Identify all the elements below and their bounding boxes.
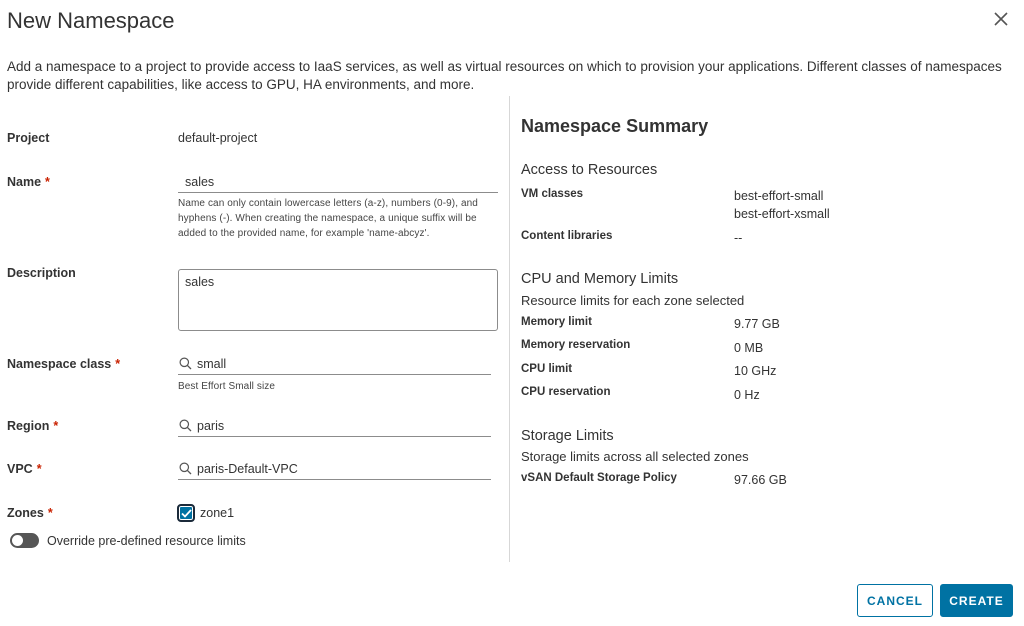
cpu-reservation-value: 0 Hz [734,388,760,402]
required-marker: * [47,506,53,520]
vm-class-item: best-effort-small [734,189,824,203]
vpc-input[interactable] [197,462,477,476]
namespace-class-input[interactable] [197,357,477,371]
description-textarea[interactable] [178,269,498,331]
content-libraries-label: Content libraries [521,230,613,242]
required-marker: * [45,175,50,189]
create-button[interactable]: CREATE [940,584,1013,617]
cpu-memory-heading: CPU and Memory Limits [521,271,679,287]
storage-heading: Storage Limits [521,428,614,444]
region-search[interactable] [178,415,491,437]
memory-limit-label: Memory limit [521,316,592,328]
check-icon [181,509,192,518]
namespace-class-search[interactable] [178,353,491,375]
search-icon [179,357,193,371]
region-label: Region * [7,419,59,433]
toggle-knob [12,535,23,546]
namespace-class-label: Namespace class * [7,357,121,371]
name-helper-text: Name can only contain lowercase letters (a-z), numbers (0-9), and hyphens (-). When creating the namespace, a unique suffix will be added to the provided name, for example 'name-abcyz'. [178,198,478,239]
override-limits-toggle[interactable] [10,533,39,548]
zone1-label[interactable]: zone1 [200,506,235,520]
cancel-button[interactable]: CANCEL [857,584,933,617]
project-label: Project [7,131,50,145]
vertical-divider [509,96,510,562]
namespace-class-helper: Best Effort Small size [178,381,276,392]
vpc-search[interactable] [178,458,491,480]
required-marker: * [53,419,59,433]
dialog-intro: Add a namespace to a project to provide access to IaaS services, as well as virtual resources on which to provision your applications. Different classes of namespaces provide different capabilities, like access to GPU, HA environments, and more. [7,59,1002,92]
required-marker: * [36,462,42,476]
zones-label: Zones * [7,506,53,520]
memory-limit-value: 9.77 GB [734,317,780,331]
cpu-limit-value: 10 GHz [734,364,777,378]
dialog-title: New Namespace [7,8,175,33]
summary-title: Namespace Summary [521,116,709,136]
memory-reservation-label: Memory reservation [521,339,631,351]
vpc-label: VPC * [7,462,42,476]
close-icon [994,12,1008,26]
override-limits-label: Override pre-defined resource limits [47,534,246,548]
vm-class-item: best-effort-xsmall [734,207,830,221]
storage-policy-value: 97.66 GB [734,473,787,487]
zone1-checkbox[interactable] [177,504,195,522]
vm-classes-label: VM classes [521,188,584,200]
storage-subheading: Storage limits across all selected zones [521,449,749,464]
cpu-limit-label: CPU limit [521,363,573,375]
project-value: default-project [178,131,258,145]
name-input[interactable] [178,171,498,193]
access-heading: Access to Resources [521,162,658,178]
search-icon [179,462,193,476]
search-icon [179,419,193,433]
close-button[interactable] [990,8,1012,30]
description-label: Description [7,266,76,280]
name-label: Name * [7,175,50,189]
cpu-reservation-label: CPU reservation [521,386,611,398]
memory-reservation-value: 0 MB [734,341,764,355]
storage-policy-label: vSAN Default Storage Policy [521,472,677,484]
region-input[interactable] [197,419,477,433]
content-libraries-value: -- [734,231,743,245]
cpu-memory-subheading: Resource limits for each zone selected [521,293,745,308]
required-marker: * [115,357,121,371]
